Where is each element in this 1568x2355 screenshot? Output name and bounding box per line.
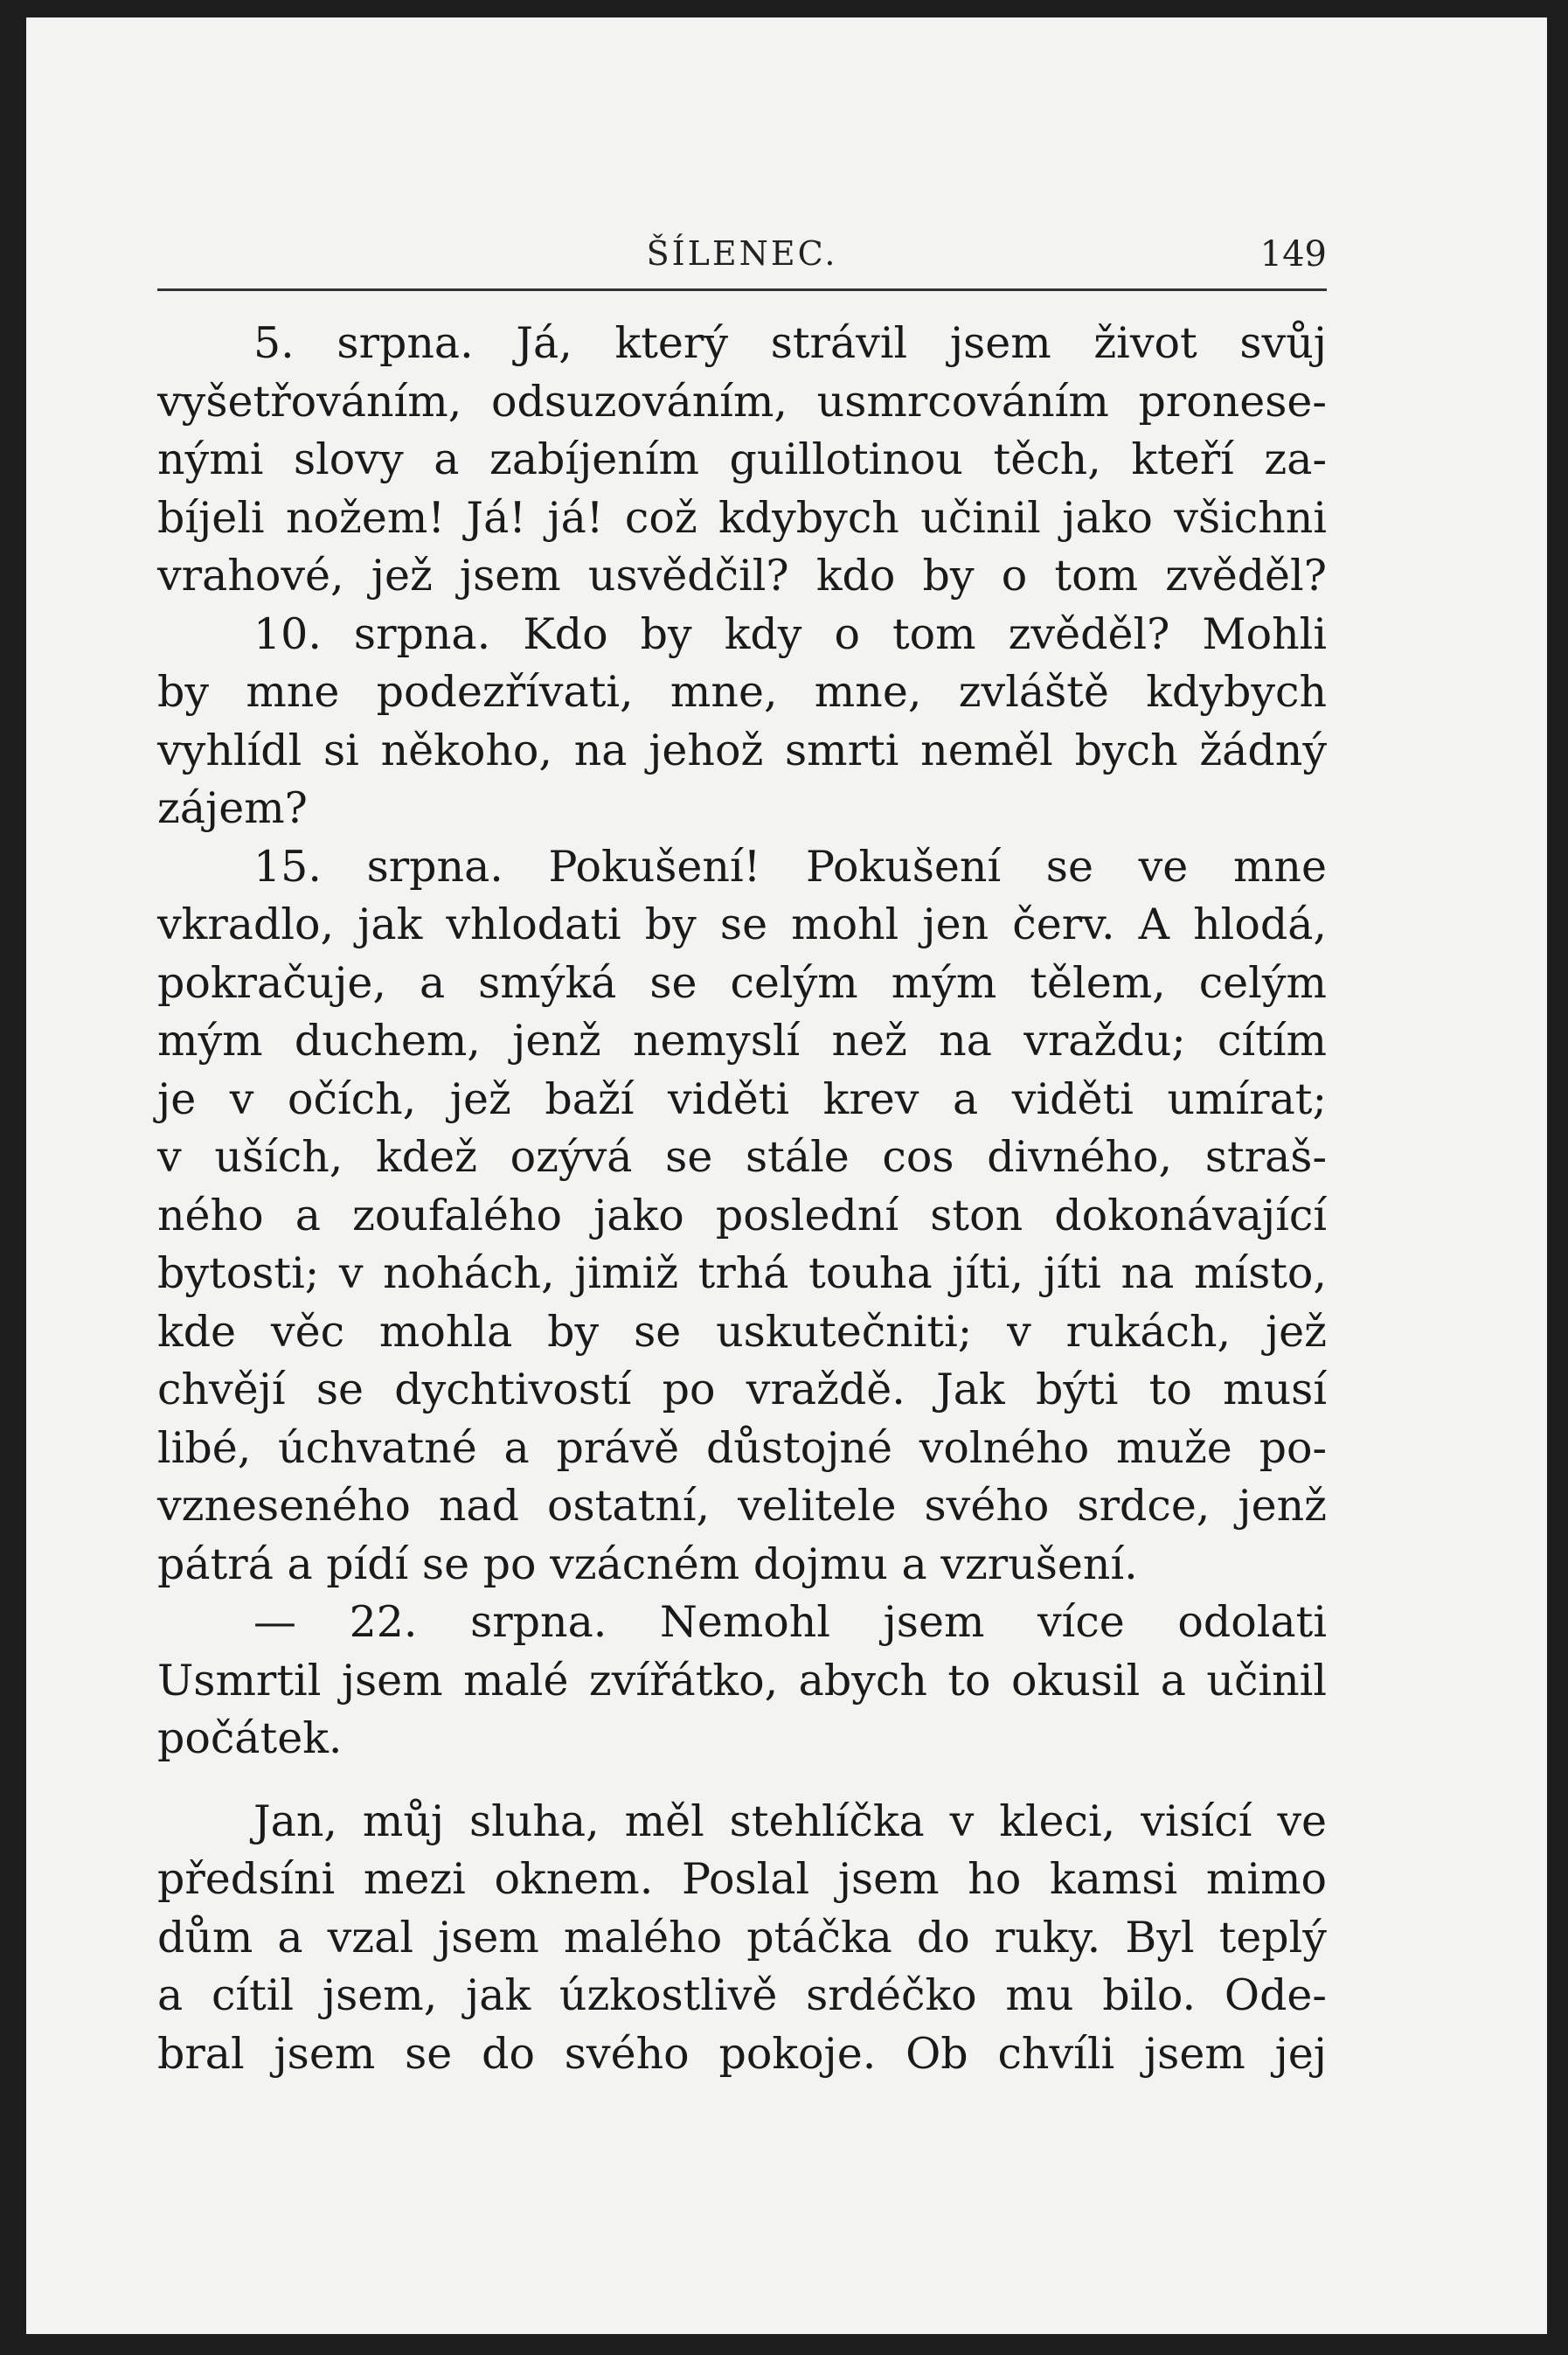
paragraph-gap [157,1768,1327,1793]
paragraph [157,1793,1327,2084]
text-line: vrahové, jež jsem usvědčil? kdo by o tom zvěděl? [157,551,1327,601]
text-line: nými slovy a zabíjením guillotinou těch, kteří za- [157,434,1327,484]
text-line: vyšetřováním, odsuzováním, usmrcováním pronese- [157,376,1327,427]
text-line: bytosti; v nohách, jimiž trhá touha jíti, jíti na místo, [157,1248,1327,1298]
text-line: vyhlídl si někoho, na jehož smrti neměl bych žádný [157,725,1327,775]
text-line: vzneseného nad ostatní, velitele svého srdce, jenž [157,1481,1327,1531]
running-head [157,219,1327,291]
text-line: chvějí se dychtivostí po vraždě. Jak býti to musí [157,1365,1327,1414]
text-line: 15. srpna. Pokušení! Pokušení se ve mne [253,841,1327,892]
page-number: 149 [1259,234,1327,274]
text-line: je v očích, jež baží viděti krev a viděti umírat; [157,1073,1327,1124]
text-line: mým duchem, jenž nemyslí než na vraždu; cítím [157,1016,1327,1066]
text-line: 5. srpna. Já, který strávil jsem život svůj [253,318,1327,368]
text-line: předsíni mezi oknem. Poslal jsem ho kamsi mimo [157,1854,1327,1904]
text-line: v uších, kdež ozývá se stále cos divného, straš- [157,1132,1327,1182]
paragraph [157,838,1327,1594]
text-line: vkradlo, jak vhlodati by se mohl jen červ. A hlodá, [157,900,1327,949]
body-text [157,315,1327,2083]
text-line: kde věc mohla by se uskutečniti; v rukách, jež [157,1306,1327,1357]
text-line: 10. srpna. Kdo by kdy o tom zvěděl? Mohli [253,608,1327,659]
text-line: bíjeli nožem! Já! já! což kdybych učinil jako všichni [157,492,1327,543]
text-line: bral jsem se do svého pokoje. Ob chvíli jsem jej [157,2028,1327,2079]
text-line: — 22. srpna. Nemohl jsem více odolati [253,1597,1327,1647]
text-line: dům a vzal jsem malého ptáčka do ruky. Byl teplý [157,1912,1327,1962]
text-line: by mne podezřívati, mne, mne, zvláště kdybych [157,667,1327,717]
text-line: Jan, můj sluha, měl stehlíčka v kleci, visící ve [253,1796,1327,1846]
text-line: počátek. [157,1713,343,1763]
chapter-title: ŠÍLENEC. [646,234,838,273]
text-line: libé, úchvatné a právě důstojné volného muže po- [157,1422,1327,1473]
text-line: pokračuje, a smýká se celým mým tělem, celým [157,957,1327,1008]
text-line: zájem? [157,783,308,833]
book-page [26,17,1547,2334]
text-line: a cítil jsem, jak úzkostlivě srdéčko mu bilo. Ode- [157,1970,1327,2020]
text-line: Usmrtil jsem malé zvířátko, abych to okusil a učinil [157,1655,1327,1705]
paragraph [157,315,1327,606]
text-line: pátrá a pídí se po vzácném dojmu a vzrušení. [157,1539,1138,1589]
paragraph [157,606,1327,838]
text-line: ného a zoufalého jako poslední ston dokonávající [157,1190,1327,1240]
paragraph [157,1594,1327,1768]
